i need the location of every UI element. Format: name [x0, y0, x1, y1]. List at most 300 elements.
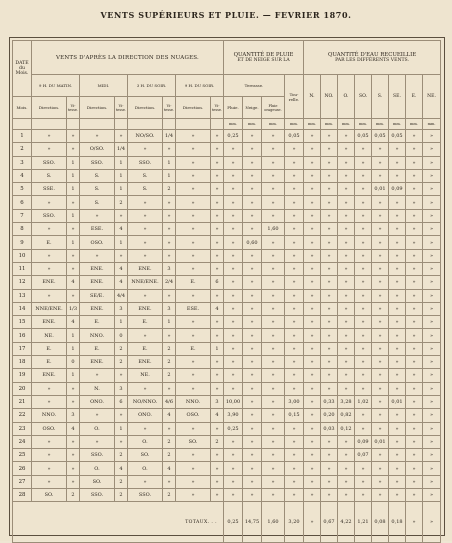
cell-w6: »	[389, 302, 406, 315]
cell-r2: »	[243, 369, 262, 382]
cell-r4: »	[285, 223, 304, 236]
cell-w8: »	[423, 183, 441, 196]
cell-d4: E.	[176, 342, 211, 355]
cell-w3: 0,12	[338, 422, 355, 435]
cell-s1: »	[67, 475, 80, 488]
cell-w6: »	[389, 209, 406, 222]
cell-d2: SSO.	[80, 156, 115, 169]
cell-r3: »	[262, 449, 285, 462]
cell-s4: 1	[211, 342, 224, 355]
cell-w2: »	[321, 262, 338, 275]
cell-d3: E.	[128, 342, 163, 355]
cell-s4: »	[211, 449, 224, 462]
cell-r4: 0,15	[285, 409, 304, 422]
cell-w5: »	[372, 156, 389, 169]
cell-d4: »	[176, 156, 211, 169]
cell-r3: »	[262, 143, 285, 156]
cell-r3: »	[262, 329, 285, 342]
table-row	[13, 475, 441, 488]
cell-w7: »	[406, 342, 423, 355]
cell-s1: »	[67, 223, 80, 236]
cell-w6: »	[389, 329, 406, 342]
cell-w4: »	[355, 422, 372, 435]
unit-cell: mm.	[372, 119, 389, 130]
cell-d2: »	[80, 209, 115, 222]
cell-day: 10	[13, 249, 32, 262]
table-row	[13, 223, 441, 236]
speed-col-4: Vi-tesse.	[211, 97, 224, 119]
cell-w4: »	[355, 262, 372, 275]
cell-w6: »	[389, 276, 406, 289]
cell-w3: »	[338, 143, 355, 156]
cell-s2: 4	[115, 276, 128, 289]
cell-w5: 0,01	[372, 183, 389, 196]
cell-w3: »	[338, 156, 355, 169]
cell-w3: »	[338, 342, 355, 355]
cell-d1: »	[32, 382, 67, 395]
cell-day: 2	[13, 143, 32, 156]
cell-w5: »	[372, 475, 389, 488]
cell-d4: »	[176, 475, 211, 488]
cell-w7: »	[406, 395, 423, 408]
cell-w8: »	[423, 435, 441, 448]
cell-w6: »	[389, 369, 406, 382]
cell-s3: »	[163, 143, 176, 156]
cell-day: 6	[13, 196, 32, 209]
cell-s2: 1	[115, 422, 128, 435]
cell-w6: »	[389, 316, 406, 329]
wind-col-se: SE.	[389, 75, 406, 119]
cell-w1: »	[304, 462, 321, 475]
total-water: »	[304, 502, 321, 543]
cell-r3: »	[262, 302, 285, 315]
cell-w4: 0,07	[355, 449, 372, 462]
cell-s3: 1	[163, 316, 176, 329]
cell-w6: 0,05	[389, 130, 406, 143]
cell-r3: »	[262, 209, 285, 222]
cell-d2: E.	[80, 316, 115, 329]
cell-r2: »	[243, 183, 262, 196]
cell-s3: »	[163, 209, 176, 222]
cell-w3: »	[338, 209, 355, 222]
cell-d2: SSO.	[80, 489, 115, 502]
cell-d3: O.	[128, 435, 163, 448]
cell-s1: »	[67, 395, 80, 408]
cell-w3: »	[338, 475, 355, 488]
cell-w8: »	[423, 143, 441, 156]
cell-r2: »	[243, 329, 262, 342]
cell-s4: 2	[211, 435, 224, 448]
cell-s3: »	[163, 196, 176, 209]
cell-r4: »	[285, 183, 304, 196]
cell-s4: »	[211, 209, 224, 222]
cell-r2: »	[243, 223, 262, 236]
hour-header-9am: 9 H. DU MATIN.	[32, 75, 80, 97]
cell-s1: 1	[67, 369, 80, 382]
weather-table	[12, 40, 441, 543]
cell-w2: »	[321, 236, 338, 249]
cell-w7: »	[406, 223, 423, 236]
cell-d3: O.	[128, 462, 163, 475]
cell-w3: »	[338, 169, 355, 182]
cell-d3: »	[128, 475, 163, 488]
cell-day: 28	[13, 489, 32, 502]
table-row	[13, 329, 441, 342]
cell-r2: »	[243, 169, 262, 182]
cell-d1: »	[32, 223, 67, 236]
cell-day: 9	[13, 236, 32, 249]
cell-w7: »	[406, 209, 423, 222]
cell-r2: »	[243, 409, 262, 422]
total-rain: 14,75	[243, 502, 262, 543]
cell-w2: »	[321, 382, 338, 395]
cell-w4: »	[355, 316, 372, 329]
cell-w6: »	[389, 156, 406, 169]
cell-d1: E.	[32, 342, 67, 355]
total-rain: 3,20	[285, 502, 304, 543]
cell-day: 12	[13, 276, 32, 289]
unit-cell: mm.	[355, 119, 372, 130]
cell-w7: »	[406, 449, 423, 462]
cell-s1: 1	[67, 183, 80, 196]
cell-w7: »	[406, 143, 423, 156]
table-row	[13, 422, 441, 435]
cell-w1: »	[304, 449, 321, 462]
total-water: »	[406, 502, 423, 543]
cell-r2: »	[243, 382, 262, 395]
cell-r2: »	[243, 342, 262, 355]
cell-d3: S.	[128, 169, 163, 182]
wind-col-e: E.	[406, 75, 423, 119]
cell-w6: »	[389, 342, 406, 355]
cell-day: 25	[13, 449, 32, 462]
cell-day: 3	[13, 156, 32, 169]
cell-w4: »	[355, 156, 372, 169]
cell-w7: »	[406, 475, 423, 488]
cell-r1: »	[224, 262, 243, 275]
cell-w1: »	[304, 236, 321, 249]
cell-d4: NNO.	[176, 395, 211, 408]
cell-w7: »	[406, 262, 423, 275]
cell-d1: NE.	[32, 329, 67, 342]
cell-s4: »	[211, 223, 224, 236]
cell-d4: »	[176, 369, 211, 382]
cell-d3: ENE.	[128, 356, 163, 369]
cell-w8: »	[423, 169, 441, 182]
cell-s2: 3	[115, 302, 128, 315]
cell-s4: »	[211, 130, 224, 143]
cell-w5: »	[372, 169, 389, 182]
cell-s3: 4/6	[163, 395, 176, 408]
cell-s3: »	[163, 382, 176, 395]
cell-w2: »	[321, 196, 338, 209]
cell-w3: »	[338, 249, 355, 262]
cell-s1: »	[67, 289, 80, 302]
cell-w1: »	[304, 183, 321, 196]
cell-w7: »	[406, 409, 423, 422]
cell-r4: »	[285, 462, 304, 475]
cell-s3: 1	[163, 169, 176, 182]
cell-s4: »	[211, 262, 224, 275]
cell-d3: SSO.	[128, 489, 163, 502]
cell-w5: »	[372, 316, 389, 329]
wind-col-n: N.	[304, 75, 321, 119]
cell-w7: »	[406, 236, 423, 249]
cell-s4: »	[211, 169, 224, 182]
cell-d4: »	[176, 236, 211, 249]
hour-header-3pm: 3 H. DU SOIR.	[128, 75, 176, 97]
cell-r4: »	[285, 249, 304, 262]
cell-w7: »	[406, 130, 423, 143]
cell-s3: 2	[163, 356, 176, 369]
cell-w4: »	[355, 369, 372, 382]
cell-w7: »	[406, 156, 423, 169]
cell-s4: »	[211, 316, 224, 329]
cell-r4: »	[285, 143, 304, 156]
cell-w7: »	[406, 356, 423, 369]
cell-day: 26	[13, 462, 32, 475]
unit-row	[13, 119, 441, 130]
cell-s2: »	[115, 209, 128, 222]
cell-s3: 4	[163, 409, 176, 422]
cell-s3: 2	[163, 489, 176, 502]
cell-s2: »	[115, 369, 128, 382]
unit-cell: mm.	[423, 119, 441, 130]
cell-w7: »	[406, 369, 423, 382]
cell-w5: »	[372, 342, 389, 355]
unit-cell: mm.	[262, 119, 285, 130]
cell-w6: »	[389, 262, 406, 275]
page-title: VENTS SUPÉRIEURS ET PLUIE. — FEVRIER 1870.	[100, 10, 352, 20]
cell-r3: »	[262, 435, 285, 448]
speed-col-3: Vi-tesse.	[163, 97, 176, 119]
cell-w5: »	[372, 422, 389, 435]
cell-w5: »	[372, 143, 389, 156]
table-row	[13, 249, 441, 262]
table-row	[13, 289, 441, 302]
cell-s4: »	[211, 475, 224, 488]
cell-w3: »	[338, 183, 355, 196]
winds-group-header: VENTS D'APRÈS LA DIRECTION DES NUAGES.	[32, 41, 224, 75]
date-header: DATE du Mois.	[13, 41, 32, 97]
totals-row	[13, 502, 441, 543]
cell-w5: »	[372, 395, 389, 408]
cell-d3: »	[128, 196, 163, 209]
cell-w8: »	[423, 209, 441, 222]
cell-w3: »	[338, 223, 355, 236]
water-group-header: QUANTITÉ D'EAU RECUEILLIE PAR LES DIFFÉRENTS VENTS.	[304, 41, 441, 75]
cell-d3: E.	[128, 316, 163, 329]
cell-w5: 0,05	[372, 130, 389, 143]
cell-w8: »	[423, 196, 441, 209]
cell-w1: »	[304, 369, 321, 382]
cell-r3: »	[262, 316, 285, 329]
cell-d2: SE/E.	[80, 289, 115, 302]
unit-cell: mm.	[406, 119, 423, 130]
table-row	[13, 169, 441, 182]
table-row	[13, 156, 441, 169]
cell-s4: »	[211, 382, 224, 395]
cell-s4: »	[211, 156, 224, 169]
cell-w2: »	[321, 462, 338, 475]
cell-s2: 1	[115, 156, 128, 169]
cell-w2: 0,20	[321, 409, 338, 422]
cell-w1: »	[304, 489, 321, 502]
cell-w1: »	[304, 169, 321, 182]
cell-r2: »	[243, 143, 262, 156]
cell-w6: »	[389, 196, 406, 209]
cell-d4: »	[176, 130, 211, 143]
cell-d1: SSO.	[32, 209, 67, 222]
cell-w5: »	[372, 449, 389, 462]
cell-d1: E.	[32, 356, 67, 369]
cell-s1: 1/3	[67, 302, 80, 315]
cell-r3: »	[262, 169, 285, 182]
cell-r4: »	[285, 475, 304, 488]
cell-r4: »	[285, 236, 304, 249]
cell-d2: ENE.	[80, 276, 115, 289]
cell-d2: »	[80, 249, 115, 262]
cell-s2: »	[115, 435, 128, 448]
direction-col-4: Direction.	[176, 97, 211, 119]
cell-r4: »	[285, 489, 304, 502]
cell-r1: 0,25	[224, 130, 243, 143]
cell-w5: 0,01	[372, 435, 389, 448]
cell-w4: »	[355, 169, 372, 182]
cell-d3: NNE/ENE.	[128, 276, 163, 289]
cell-r1: 3,90	[224, 409, 243, 422]
cell-w7: »	[406, 196, 423, 209]
cell-r1: »	[224, 249, 243, 262]
cell-day: 11	[13, 262, 32, 275]
cell-w2: »	[321, 156, 338, 169]
cell-w5: »	[372, 489, 389, 502]
cell-r1: »	[224, 329, 243, 342]
unit-blank-cell	[163, 119, 176, 130]
table-row	[13, 449, 441, 462]
cell-r4: »	[285, 449, 304, 462]
cell-d3: »	[128, 143, 163, 156]
cell-d3: »	[128, 249, 163, 262]
cell-s3: »	[163, 475, 176, 488]
cell-d3: »	[128, 382, 163, 395]
cell-w6: »	[389, 489, 406, 502]
cell-r4: »	[285, 316, 304, 329]
cell-d3: SO.	[128, 449, 163, 462]
cell-r1: »	[224, 276, 243, 289]
cell-r4: »	[285, 209, 304, 222]
cell-d4: »	[176, 329, 211, 342]
cell-d4: »	[176, 196, 211, 209]
cell-w8: »	[423, 342, 441, 355]
cell-r1: »	[224, 223, 243, 236]
cell-w4: 1,02	[355, 395, 372, 408]
cell-w6: »	[389, 356, 406, 369]
rain-col-orageuse: Pluie orageuse.	[262, 97, 285, 119]
wind-col-s: S.	[372, 75, 389, 119]
cell-w2: »	[321, 223, 338, 236]
cell-w7: »	[406, 302, 423, 315]
cell-r4: »	[285, 342, 304, 355]
table-row	[13, 183, 441, 196]
cell-w2: »	[321, 489, 338, 502]
cell-r4: 3,00	[285, 395, 304, 408]
cell-w4: 0,05	[355, 130, 372, 143]
hour-header-9pm: 9 H. DU SOIR.	[176, 75, 224, 97]
cell-w2: »	[321, 183, 338, 196]
cell-w5: »	[372, 302, 389, 315]
cell-r3: »	[262, 369, 285, 382]
cell-s4: 6	[211, 276, 224, 289]
cell-w7: »	[406, 329, 423, 342]
cell-r2: »	[243, 302, 262, 315]
cell-w2: »	[321, 342, 338, 355]
table-row	[13, 462, 441, 475]
unit-blank-cell	[32, 119, 67, 130]
cell-d1: ENE.	[32, 369, 67, 382]
cell-s1: »	[67, 196, 80, 209]
cell-d4: »	[176, 489, 211, 502]
cell-d2: E.	[80, 342, 115, 355]
cell-r2: »	[243, 276, 262, 289]
cell-w6: »	[389, 143, 406, 156]
cell-w2: »	[321, 475, 338, 488]
cell-r3: »	[262, 276, 285, 289]
cell-s2: 2	[115, 356, 128, 369]
cell-w1: »	[304, 223, 321, 236]
table-row	[13, 130, 441, 143]
cell-w7: »	[406, 316, 423, 329]
cell-s4: »	[211, 356, 224, 369]
cell-w4: »	[355, 475, 372, 488]
cell-d1: ENE.	[32, 276, 67, 289]
cell-w7: »	[406, 183, 423, 196]
cell-s4: »	[211, 329, 224, 342]
cell-r1: 10,00	[224, 395, 243, 408]
cell-s1: 0	[67, 356, 80, 369]
cell-s4: »	[211, 236, 224, 249]
cell-d3: SSO.	[128, 156, 163, 169]
cell-s2: 1	[115, 236, 128, 249]
cell-w8: »	[423, 262, 441, 275]
cell-w8: »	[423, 276, 441, 289]
cell-w5: »	[372, 196, 389, 209]
cell-day: 21	[13, 395, 32, 408]
cell-w6: »	[389, 382, 406, 395]
table-row	[13, 276, 441, 289]
cell-r2: 0,60	[243, 236, 262, 249]
cell-s4: »	[211, 196, 224, 209]
cell-s2: 2	[115, 196, 128, 209]
cell-w5: »	[372, 276, 389, 289]
cell-r3: »	[262, 475, 285, 488]
cell-d3: NO/SO.	[128, 130, 163, 143]
cell-w8: »	[423, 223, 441, 236]
cell-s1: 4	[67, 422, 80, 435]
speed-col-1: Vi-tesse.	[67, 97, 80, 119]
cell-d2: O.	[80, 422, 115, 435]
cell-w6: »	[389, 236, 406, 249]
cell-w5: »	[372, 289, 389, 302]
cell-d1: SSO.	[32, 156, 67, 169]
cell-w3: »	[338, 289, 355, 302]
cell-r3: »	[262, 183, 285, 196]
cell-r1: »	[224, 289, 243, 302]
cell-d2: »	[80, 435, 115, 448]
terrasse-header: Terrasse.	[224, 75, 285, 97]
total-water: »	[423, 502, 441, 543]
cell-w7: »	[406, 169, 423, 182]
